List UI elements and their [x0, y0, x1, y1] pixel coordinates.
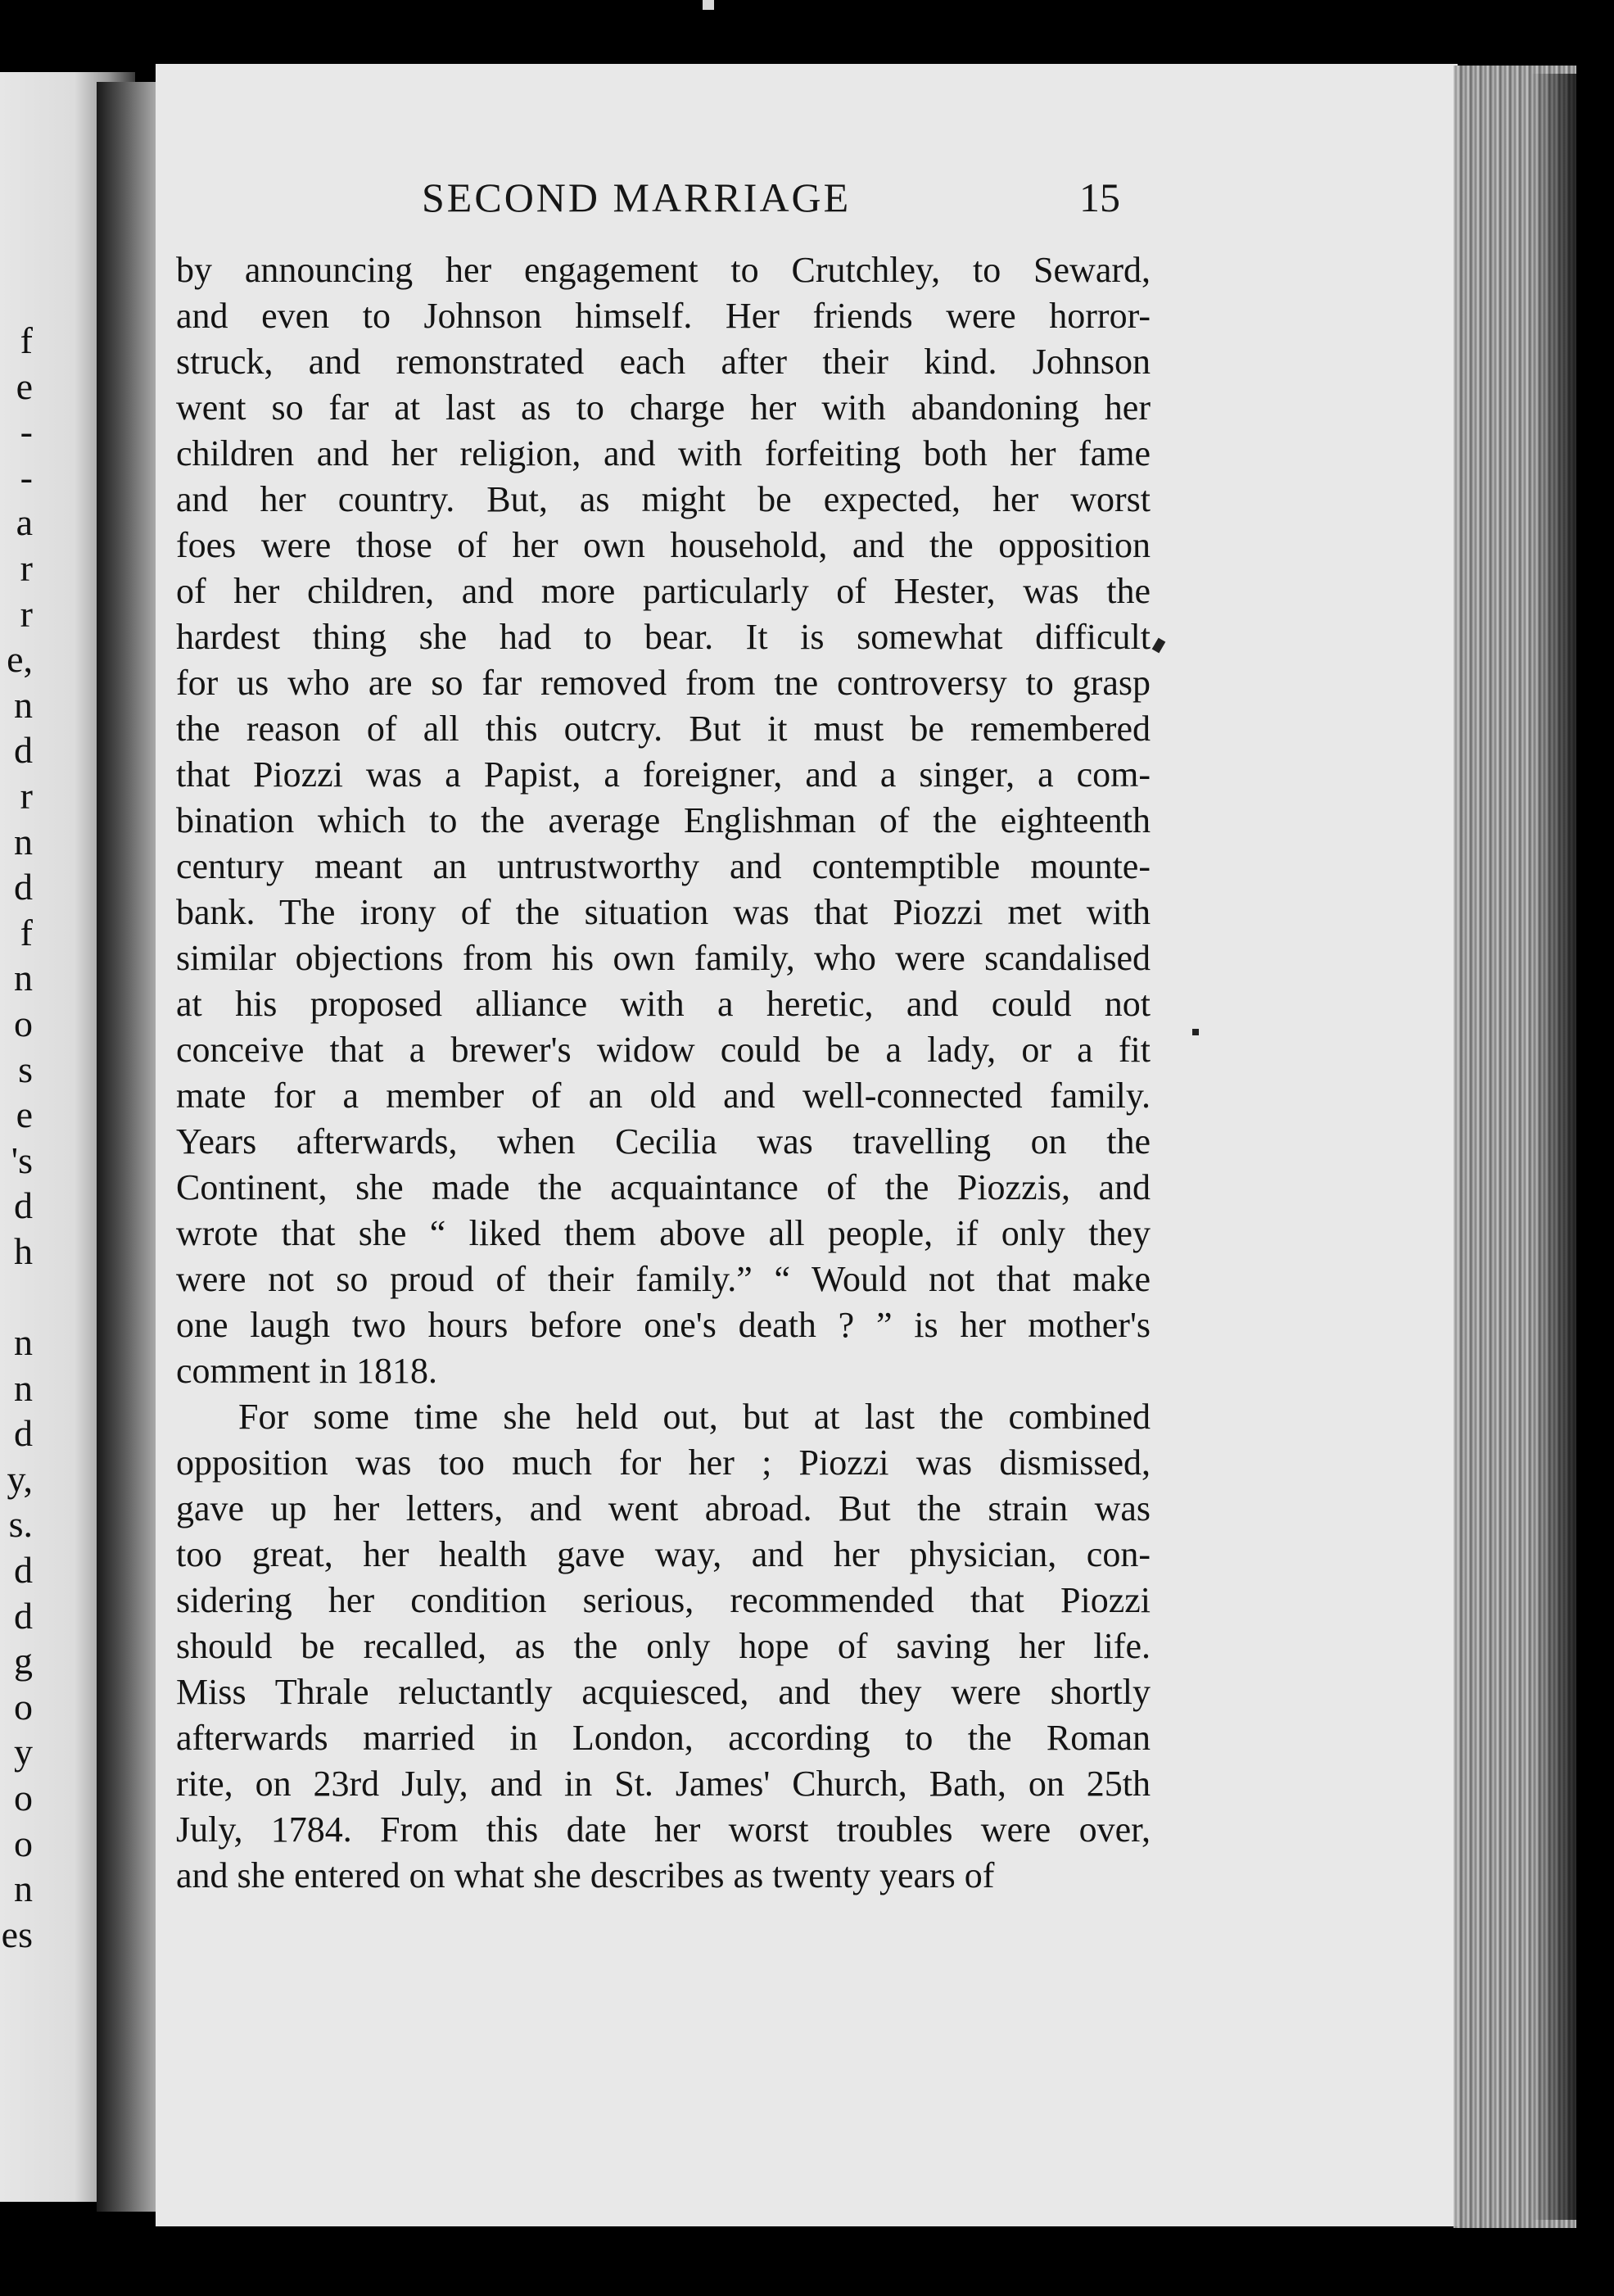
text-line: Miss Thrale reluctantly acquiesced, and they were shortly	[176, 1672, 1151, 1712]
text-line: Years afterwards, when Cecilia was travelling on the	[176, 1121, 1151, 1162]
text-line: bination which to the average Englishman of the eighteenth	[176, 800, 1151, 840]
left-line-fragment: d	[14, 866, 33, 908]
left-line-fragment: r	[20, 774, 33, 817]
text-line: July, 1784. From this date her worst troubles were over,	[176, 1809, 1151, 1850]
text-line: conceive that a brewer's widow could be a lady, or a fit	[176, 1030, 1151, 1070]
body-text	[176, 247, 1151, 1899]
left-line-fragment: s	[18, 1048, 33, 1090]
text-line: wrote that she “ liked them above all people, if only they	[176, 1213, 1151, 1253]
text-line: and her country. But, as might be expected, her worst	[176, 479, 1151, 519]
left-line-fragment: y	[14, 1731, 33, 1773]
left-line-fragment: e	[16, 1094, 33, 1136]
left-line-fragment: n	[14, 1321, 33, 1364]
text-line: were not so proud of their family.” “ Would not that make	[176, 1259, 1151, 1299]
text-line: the reason of all this outcry. But it must be remembered	[176, 709, 1151, 749]
left-line-fragment: e,	[7, 638, 33, 681]
left-line-fragment: d	[14, 1594, 33, 1637]
text-line: and she entered on what she describes as twenty years of	[176, 1855, 995, 1895]
text-line: similar objections from his own family, who were scandalised	[176, 938, 1151, 978]
text-line: sidering her condition serious, recommended that Piozzi	[176, 1580, 1151, 1620]
text-line: gave up her letters, and went abroad. But the strain was	[176, 1488, 1151, 1528]
left-line-fragment: n	[14, 683, 33, 726]
left-line-fragment: r	[20, 592, 33, 635]
left-line-fragment: e	[16, 365, 33, 407]
left-line-fragment: f	[20, 911, 33, 953]
text-line: and even to Johnson himself. Her friends were horror-	[176, 296, 1151, 336]
left-line-fragment: n	[14, 1366, 33, 1409]
left-line-fragment: 's	[11, 1139, 33, 1181]
left-line-fragment: g	[14, 1640, 33, 1682]
text-line: comment in 1818.	[176, 1351, 437, 1391]
text-line: went so far at last as to charge her with abandoning her	[176, 387, 1151, 428]
left-line-fragment: d	[14, 1184, 33, 1227]
left-line-fragment: -	[20, 455, 33, 498]
left-line-fragment: f	[20, 319, 33, 361]
left-line-fragment: d	[14, 1549, 33, 1592]
left-line-fragment: a	[16, 501, 33, 544]
running-head: SECOND MARRIAGE	[422, 174, 852, 220]
text-line: mate for a member of an old and well-connected family.	[176, 1076, 1151, 1116]
left-line-fragment: d	[14, 729, 33, 772]
text-line: afterwards married in London, according to the Roman	[176, 1718, 1151, 1758]
left-page-line-fragments	[0, 318, 33, 1957]
left-line-fragment: h	[14, 1230, 33, 1272]
text-line: children and her religion, and with forfeiting both her fame	[176, 433, 1151, 473]
left-line-fragment: r	[20, 546, 33, 589]
left-line-fragment: o	[14, 1822, 33, 1864]
scan-speck	[1192, 1029, 1199, 1035]
page-edges-shadow	[1531, 74, 1580, 2220]
text-line: by announcing her engagement to Crutchley, to Seward,	[176, 250, 1151, 290]
text-line: should be recalled, as the only hope of saving her life.	[176, 1626, 1151, 1666]
text-line: foes were those of her own household, and the opposition	[176, 525, 1151, 565]
text-line: for us who are so far removed from tne controversy to grasp	[176, 663, 1151, 703]
text-line: of her children, and more particularly of Hester, was the	[176, 571, 1151, 611]
text-line: hardest thing she had to bear. It is somewhat difficult	[176, 617, 1151, 657]
text-line: one laugh two hours before one's death ? ” is her mother's	[176, 1305, 1151, 1345]
text-line: For some time she held out, but at last the combined	[238, 1397, 1151, 1437]
left-line-fragment: y,	[7, 1457, 33, 1500]
left-line-fragment: -	[20, 410, 33, 453]
left-line-fragment	[0, 1274, 33, 1320]
text-line: century meant an untrustworthy and contemptible mounte-	[176, 846, 1151, 886]
left-line-fragment: n	[14, 820, 33, 863]
text-line: Continent, she made the acquaintance of the Piozzis, and	[176, 1167, 1151, 1207]
text-line: struck, and remonstrated each after their kind. Johnson	[176, 342, 1151, 382]
text-line: that Piozzi was a Papist, a foreigner, and a singer, a com-	[176, 754, 1151, 795]
left-line-fragment: o	[14, 1002, 33, 1044]
left-line-fragment: o	[14, 1685, 33, 1728]
scan-speck	[703, 0, 714, 10]
text-line: too great, her health gave way, and her physician, con-	[176, 1534, 1151, 1574]
left-line-fragment: n	[14, 957, 33, 999]
left-line-fragment: es	[1, 1913, 33, 1955]
left-line-fragment: o	[14, 1777, 33, 1818]
text-line: opposition was too much for her ; Piozzi was dismissed,	[176, 1442, 1151, 1483]
left-line-fragment: n	[14, 1868, 33, 1910]
page-number: 15	[1079, 174, 1120, 220]
left-line-fragment: s.	[8, 1503, 33, 1546]
left-line-fragment: d	[14, 1412, 33, 1455]
text-line: rite, on 23rd July, and in St. James' Church, Bath, on 25th	[176, 1764, 1151, 1804]
text-line: bank. The irony of the situation was that Piozzi met with	[176, 892, 1151, 932]
text-line: at his proposed alliance with a heretic, and could not	[176, 984, 1151, 1024]
